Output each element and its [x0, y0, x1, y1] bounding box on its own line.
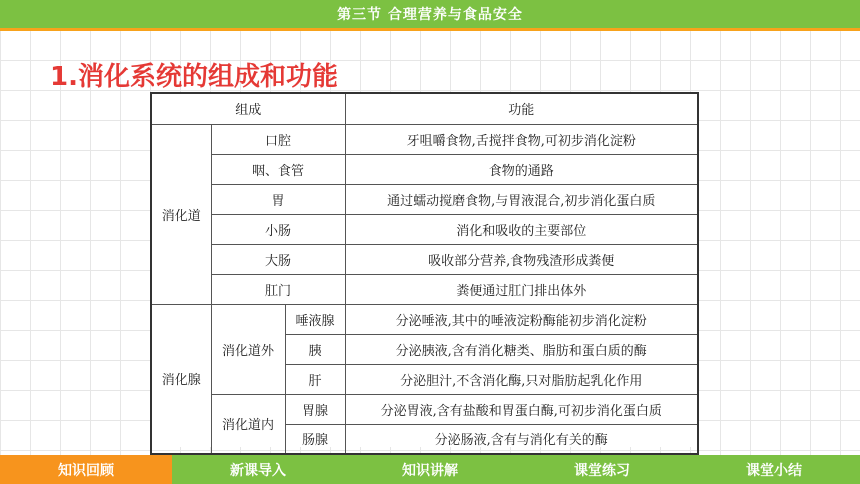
function-cell: 粪便通过肛门排出体外 [345, 274, 698, 304]
section-title: 第三节 合理营养与食品安全 [337, 7, 523, 23]
function-cell: 分泌胰液,含有消化糖类、脂肪和蛋白质的酶 [345, 334, 698, 364]
nav-tab-practice[interactable]: 课堂练习 [516, 455, 688, 484]
digestive-table-container [150, 92, 699, 447]
gland-cell: 唾液腺 [285, 304, 345, 334]
function-cell: 分泌胆汁,不含消化酶,只对脂肪起乳化作用 [345, 364, 698, 394]
tract-label: 消化道 [151, 124, 211, 304]
header-function: 功能 [345, 93, 698, 124]
organ-cell: 肛门 [211, 274, 345, 304]
glands-label: 消化腺 [151, 304, 211, 454]
organ-cell: 大肠 [211, 244, 345, 274]
table-row [151, 154, 698, 184]
function-cell: 分泌肠液,含有与消化有关的酶 [345, 424, 698, 454]
inside-gland-label: 消化道内 [211, 394, 285, 454]
gland-cell: 胰 [285, 334, 345, 364]
function-cell: 分泌唾液,其中的唾液淀粉酶能初步消化淀粉 [345, 304, 698, 334]
table-row [151, 244, 698, 274]
nav-tab-review[interactable]: 知识回顾 [0, 455, 172, 484]
table-row [151, 124, 698, 154]
nav-tab-intro[interactable]: 新课导入 [172, 455, 344, 484]
table-row [151, 184, 698, 214]
organ-cell: 咽、食管 [211, 154, 345, 184]
function-cell: 牙咀嚼食物,舌搅拌食物,可初步消化淀粉 [345, 124, 698, 154]
bottom-nav [0, 455, 860, 484]
table-row [151, 214, 698, 244]
gland-cell: 肠腺 [285, 424, 345, 454]
table-row [151, 304, 698, 334]
gland-cell: 胃腺 [285, 394, 345, 424]
organ-cell: 胃 [211, 184, 345, 214]
header-divider [0, 28, 860, 31]
function-cell: 分泌胃液,含有盐酸和胃蛋白酶,可初步消化蛋白质 [345, 394, 698, 424]
page-heading: 1.消化系统的组成和功能 [50, 62, 338, 92]
table-row [151, 274, 698, 304]
nav-tab-summary[interactable]: 课堂小结 [688, 455, 860, 484]
digestive-system-table [150, 92, 699, 455]
outside-gland-label: 消化道外 [211, 304, 285, 394]
function-cell: 通过蠕动搅磨食物,与胃液混合,初步消化蛋白质 [345, 184, 698, 214]
nav-tab-lecture[interactable]: 知识讲解 [344, 455, 516, 484]
organ-cell: 口腔 [211, 124, 345, 154]
function-cell: 食物的通路 [345, 154, 698, 184]
header-bar [0, 0, 860, 28]
organ-cell: 小肠 [211, 214, 345, 244]
table-row [151, 394, 698, 424]
header-composition: 组成 [151, 93, 345, 124]
function-cell: 消化和吸收的主要部位 [345, 214, 698, 244]
table-header-row [151, 93, 698, 124]
function-cell: 吸收部分营养,食物残渣形成粪便 [345, 244, 698, 274]
gland-cell: 肝 [285, 364, 345, 394]
